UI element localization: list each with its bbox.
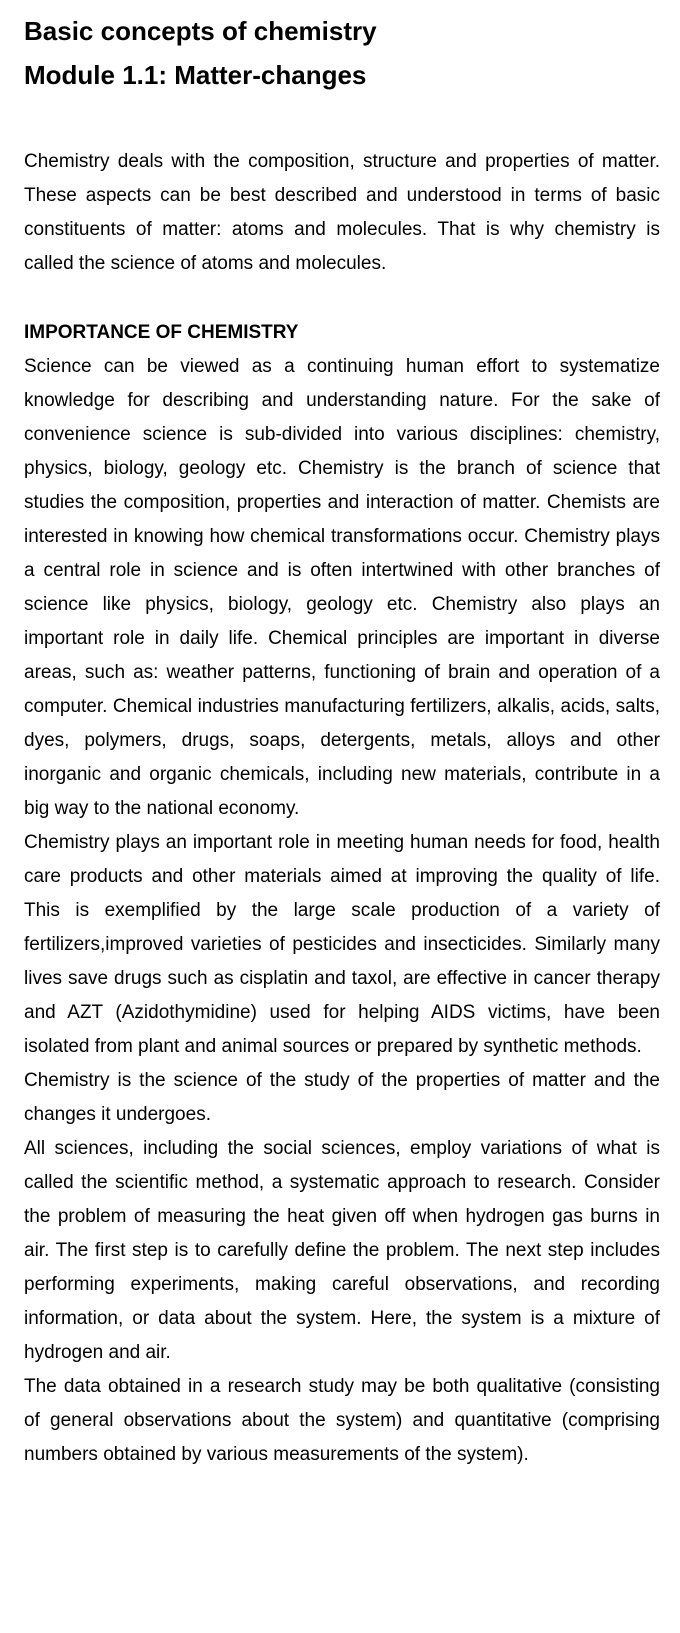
module-title: Module 1.1: Matter-changes: [24, 60, 367, 90]
document-title: Basic concepts of chemistry: [24, 16, 377, 46]
paragraph-scientific-method: All sciences, including the social sciences, employ variations of what is called the scientific method, a systematic approach to research. Consider the problem of measuring the heat given off when hydrogen gas burns in air. The first step is to carefully define the problem. The next step includes performing experiments, making careful observations, and recording information, or data about the system. Here, the system is a mixture of hydrogen and air.: [24, 1138, 660, 1363]
paragraph-data-types: The data obtained in a research study may be both qualitative (consisting of general observations about the system) and quantitative (comprising numbers obtained by various measurements of the system).: [24, 1376, 660, 1465]
paragraph-human-needs: Chemistry plays an important role in meeting human needs for food, health care products and other materials aimed at improving the quality of life. This is exemplified by the large scale production of a variety of fertilizers,improved varieties of pesticides and insecticides. Similarly many lives save drugs such as cisplatin and taxol, are effective in cancer therapy and AZT (Azidothymidine) used for helping AIDS victims, have been isolated from plant and animal sources or prepared by synthetic methods.: [24, 832, 660, 1057]
section-heading: IMPORTANCE OF CHEMISTRY: [24, 322, 299, 343]
intro-paragraph: Chemistry deals with the composition, structure and properties of matter. These aspects can be best described and understood in terms of basic constituents of matter: atoms and molecules. That is why chemistry is called the science of atoms and molecules.: [24, 151, 660, 274]
paragraph-definition: Chemistry is the science of the study of the properties of matter and the changes it undergoes.: [24, 1070, 660, 1125]
document-page: [24, 0, 660, 1472]
paragraph-importance: Science can be viewed as a continuing human effort to systematize knowledge for describing and understanding nature. For the sake of convenience science is sub-divided into various disciplines: chemistry, physics, biology, geology etc. Chemistry is the branch of science that studies the composition, properties and interaction of matter. Chemists are interested in knowing how chemical transformations occur. Chemistry plays a central role in science and is often intertwined with other branches of science like physics, biology, geology etc. Chemistry also plays an important role in daily life. Chemical principles are important in diverse areas, such as: weather patterns, functioning of brain and operation of a computer. Chemical industries manufacturing fertilizers, alkalis, acids, salts, dyes, polymers, drugs, soaps, detergents, metals, alloys and other inorganic and organic chemicals, including new materials, contribute in a big way to the national economy.: [24, 356, 660, 819]
